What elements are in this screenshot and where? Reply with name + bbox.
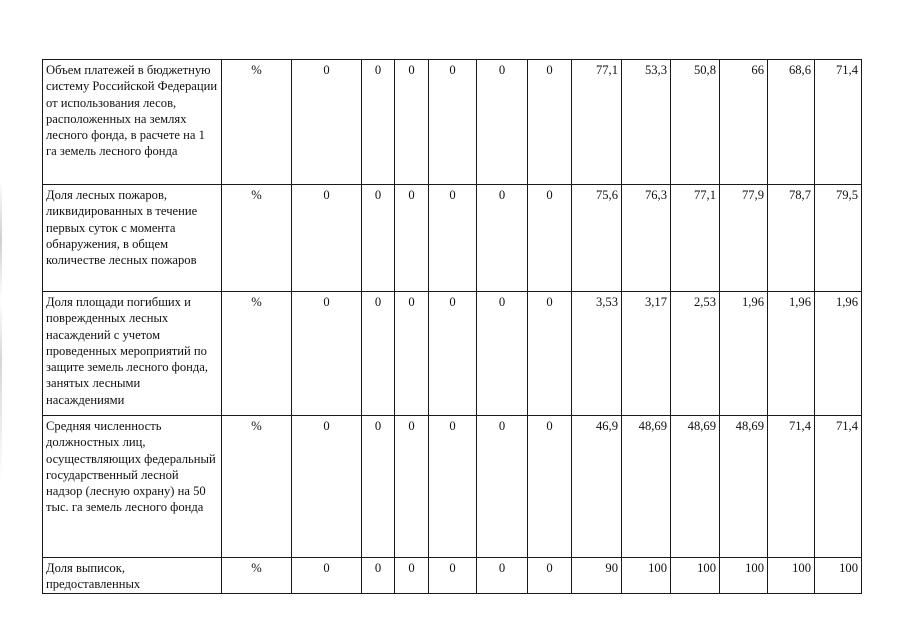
value-cell: 48,69: [720, 416, 768, 558]
value-cell: 0: [362, 292, 395, 416]
value-cell: 1,96: [815, 292, 862, 416]
value-cell: 78,7: [768, 185, 815, 292]
value-cell: 0: [292, 558, 362, 594]
value-cell: 0: [477, 292, 528, 416]
value-cell: 0: [477, 416, 528, 558]
value-cell: 100: [720, 558, 768, 594]
value-cell: 0: [429, 416, 477, 558]
value-cell: 79,5: [815, 185, 862, 292]
value-cell: 0: [429, 558, 477, 594]
indicators-table: [42, 59, 862, 594]
indicator-name: Доля площади погибших и поврежденных лесных насаждений с учетом проведенных мероприятий по защите земель лесного фонда, занятых лесными насаждениями: [43, 292, 222, 416]
value-cell: 0: [395, 185, 429, 292]
value-cell: 71,4: [815, 60, 862, 185]
value-cell: 0: [362, 416, 395, 558]
value-cell: 0: [395, 416, 429, 558]
unit-cell: %: [222, 292, 292, 416]
value-cell: 0: [528, 416, 572, 558]
value-cell: 75,6: [572, 185, 622, 292]
table-row: [43, 185, 862, 292]
value-cell: 0: [429, 292, 477, 416]
value-cell: 71,4: [815, 416, 862, 558]
value-cell: 3,17: [622, 292, 671, 416]
value-cell: 90: [572, 558, 622, 594]
value-cell: 53,3: [622, 60, 671, 185]
value-cell: 0: [477, 60, 528, 185]
value-cell: 100: [815, 558, 862, 594]
value-cell: 1,96: [720, 292, 768, 416]
value-cell: 0: [429, 185, 477, 292]
value-cell: 71,4: [768, 416, 815, 558]
value-cell: 2,53: [671, 292, 720, 416]
table-row: [43, 292, 862, 416]
value-cell: 0: [528, 185, 572, 292]
value-cell: 0: [362, 185, 395, 292]
table-row: [43, 416, 862, 558]
table-row: [43, 558, 862, 594]
value-cell: 100: [671, 558, 720, 594]
value-cell: 0: [292, 292, 362, 416]
value-cell: 48,69: [622, 416, 671, 558]
value-cell: 77,1: [572, 60, 622, 185]
value-cell: 0: [292, 416, 362, 558]
value-cell: 0: [477, 558, 528, 594]
value-cell: 50,8: [671, 60, 720, 185]
value-cell: 48,69: [671, 416, 720, 558]
unit-cell: %: [222, 185, 292, 292]
value-cell: 0: [292, 60, 362, 185]
indicator-name: Средняя численность должностных лиц, осуществляющих федеральный государственный лесной надзор (лесную охрану) на 50 тыс. га земель лесного фонда: [43, 416, 222, 558]
table-row: [43, 60, 862, 185]
indicator-name: Объем платежей в бюджетную систему Российской Федерации от использования лесов, расположенных на землях лесного фонда, в расчете на 1 га земель лесного фонда: [43, 60, 222, 185]
value-cell: 77,1: [671, 185, 720, 292]
unit-cell: %: [222, 416, 292, 558]
value-cell: 46,9: [572, 416, 622, 558]
value-cell: 0: [395, 60, 429, 185]
value-cell: 0: [292, 185, 362, 292]
value-cell: 77,9: [720, 185, 768, 292]
indicator-name: Доля лесных пожаров, ликвидированных в течение первых суток с момента обнаружения, в общем количестве лесных пожаров: [43, 185, 222, 292]
value-cell: 0: [429, 60, 477, 185]
value-cell: 0: [395, 292, 429, 416]
unit-cell: %: [222, 60, 292, 185]
value-cell: 3,53: [572, 292, 622, 416]
scan-edge-mark: [0, 180, 2, 480]
value-cell: 0: [528, 292, 572, 416]
value-cell: 100: [768, 558, 815, 594]
value-cell: 76,3: [622, 185, 671, 292]
value-cell: 0: [528, 60, 572, 185]
value-cell: 0: [395, 558, 429, 594]
value-cell: 0: [528, 558, 572, 594]
value-cell: 1,96: [768, 292, 815, 416]
value-cell: 68,6: [768, 60, 815, 185]
value-cell: 0: [362, 558, 395, 594]
value-cell: 66: [720, 60, 768, 185]
value-cell: 0: [362, 60, 395, 185]
value-cell: 0: [477, 185, 528, 292]
unit-cell: %: [222, 558, 292, 594]
value-cell: 100: [622, 558, 671, 594]
indicator-name: Доля выписок, предоставленных: [43, 558, 222, 594]
